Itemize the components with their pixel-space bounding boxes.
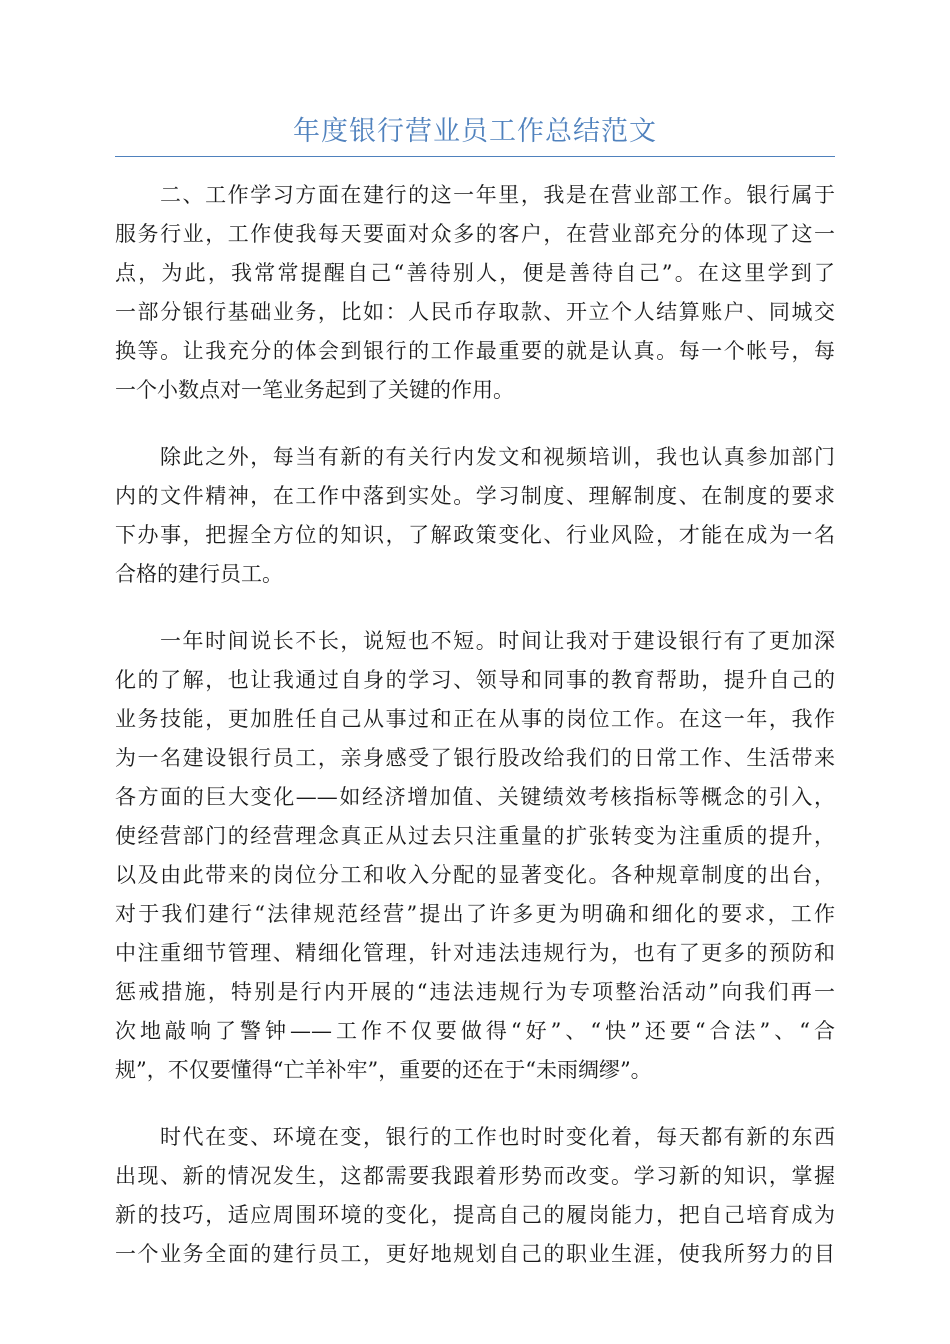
text-line: 为一名建设银行员工，亲身感受了银行股改给我们的日常工作、生活带来 xyxy=(115,746,835,770)
text-line: 化的了解，也让我通过自身的学习、领导和同事的教育帮助，提升自己的 xyxy=(115,668,835,692)
paragraph-spacer xyxy=(115,594,835,622)
text-line: 出现、新的情况发生，这都需要我跟着形势而改变。学习新的知识，掌握 xyxy=(115,1164,835,1188)
text-line: 内的文件精神，在工作中落到实处。学习制度、理解制度、在制度的要求 xyxy=(115,484,835,508)
document-body xyxy=(115,176,835,1274)
text-line: 二、工作学习方面在建行的这一年里，我是在营业部工作。银行属于 xyxy=(160,183,835,207)
text-line: 新的技巧，适应周围环境的变化，提高自己的履岗能力，把自己培育成为 xyxy=(115,1203,835,1227)
text-line: 以及由此带来的岗位分工和收入分配的显著变化。各种规章制度的出台， xyxy=(115,863,835,887)
text-line: 使经营部门的经营理念真正从过去只注重量的扩张转变为注重质的提升， xyxy=(115,824,835,848)
text-line: 次地敲响了警钟——工作不仅要做得“好”、“快”还要“合法”、“合 xyxy=(115,1019,835,1043)
text-line: 各方面的巨大变化——如经济增加值、关键绩效考核指标等概念的引入， xyxy=(115,785,835,809)
paragraph-spacer xyxy=(115,1090,835,1118)
text-line: 除此之外，每当有新的有关行内发文和视频培训，我也认真参加部门 xyxy=(160,445,835,469)
text-line: 一个小数点对一笔业务起到了关键的作用。 xyxy=(115,378,514,402)
text-line: 规”，不仅要懂得“亡羊补牢”，重要的还在于“未雨绸缪”。 xyxy=(115,1058,652,1082)
text-line: 点，为此，我常常提醒自己“善待别人，便是善待自己”。在这里学到了 xyxy=(115,261,835,285)
text-line: 业务技能，更加胜任自己从事过和正在从事的岗位工作。在这一年，我作 xyxy=(115,707,835,731)
paragraph xyxy=(115,438,835,594)
title-block xyxy=(115,112,835,157)
paragraph xyxy=(115,176,835,410)
paragraph xyxy=(115,1118,835,1274)
text-line: 中注重细节管理、精细化管理，针对违法违规行为，也有了更多的预防和 xyxy=(115,941,835,965)
text-line: 对于我们建行“法律规范经营”提出了许多更为明确和细化的要求，工作 xyxy=(115,902,835,926)
text-line: 一个业务全面的建行员工，更好地规划自己的职业生涯，使我所努力的目 xyxy=(115,1242,835,1266)
text-line: 下办事，把握全方位的知识，了解政策变化、行业风险，才能在成为一名 xyxy=(115,523,835,547)
paragraph xyxy=(115,622,835,1090)
text-line: 合格的建行员工。 xyxy=(115,562,283,586)
text-line: 一部分银行基础业务，比如：人民币存取款、开立个人结算账户、同城交 xyxy=(115,300,835,324)
paragraph-spacer xyxy=(115,410,835,438)
text-line: 时代在变、环境在变，银行的工作也时时变化着，每天都有新的东西 xyxy=(160,1125,835,1149)
text-line: 服务行业，工作使我每天要面对众多的客户，在营业部充分的体现了这一 xyxy=(115,222,835,246)
text-line: 惩戒措施，特别是行内开展的“违法违规行为专项整治活动”向我们再一 xyxy=(115,980,835,1004)
text-line: 换等。让我充分的体会到银行的工作最重要的就是认真。每一个帐号，每 xyxy=(115,339,835,363)
text-line: 一年时间说长不长，说短也不短。时间让我对于建设银行有了更加深 xyxy=(160,629,835,653)
document-title: 年度银行营业员工作总结范文 xyxy=(293,116,657,147)
